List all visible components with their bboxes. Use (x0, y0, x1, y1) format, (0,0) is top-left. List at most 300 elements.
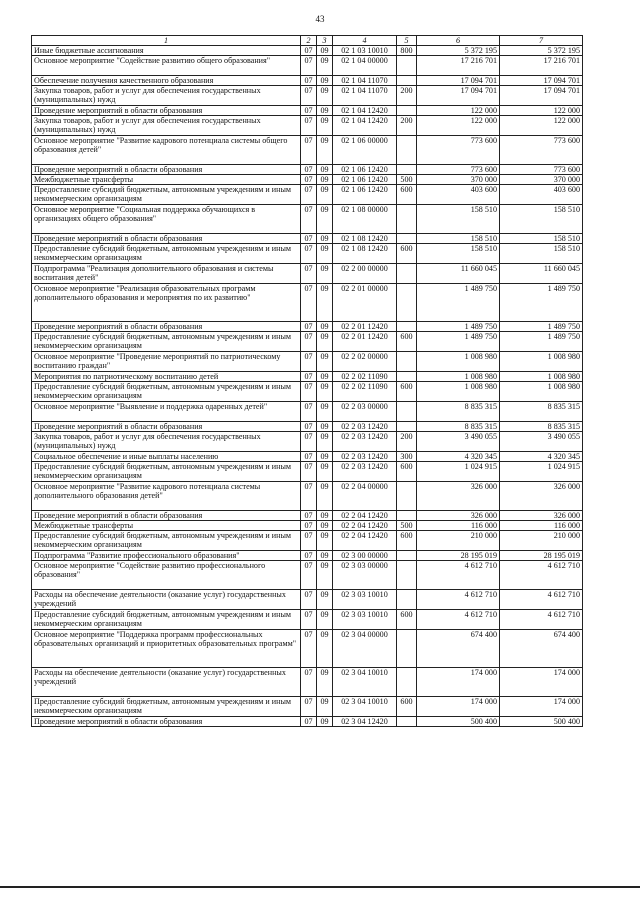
subsection-code: 09 (317, 610, 333, 630)
amount-year-2: 1 024 915 (500, 462, 583, 482)
target-article-code: 02 3 03 10010 (333, 590, 397, 610)
target-article-code: 02 3 04 12420 (333, 717, 397, 727)
amount-year-1: 17 216 701 (417, 56, 500, 76)
target-article-code: 02 2 03 12420 (333, 452, 397, 462)
target-article-code: 02 2 02 11090 (333, 382, 397, 402)
table-row (32, 382, 583, 402)
table-row (32, 630, 583, 668)
expense-type-code: 600 (397, 697, 417, 717)
amount-year-1: 1 024 915 (417, 462, 500, 482)
expense-type-code: 600 (397, 244, 417, 264)
section-code: 07 (301, 284, 317, 322)
subsection-code: 09 (317, 352, 333, 372)
row-name: Социальное обеспечение и иные выплаты населению (32, 452, 301, 462)
amount-year-1: 122 000 (417, 106, 500, 116)
amount-year-2: 122 000 (500, 106, 583, 116)
expense-type-code: 500 (397, 521, 417, 531)
table-row (32, 462, 583, 482)
expense-type-code: 600 (397, 185, 417, 205)
table-row (32, 521, 583, 531)
section-code: 07 (301, 717, 317, 727)
row-name: Обеспечение получения качественного образования (32, 76, 301, 86)
amount-year-2: 17 094 701 (500, 86, 583, 106)
section-code: 07 (301, 332, 317, 352)
row-name: Закупка товаров, работ и услуг для обеспечения государственных (муниципальных) нужд (32, 432, 301, 452)
target-article-code: 02 1 04 12420 (333, 106, 397, 116)
target-article-code: 02 2 04 00000 (333, 482, 397, 511)
section-code: 07 (301, 482, 317, 511)
table-row (32, 165, 583, 175)
amount-year-2: 210 000 (500, 531, 583, 551)
amount-year-2: 773 600 (500, 136, 583, 165)
row-name: Предоставление субсидий бюджетным, автономным учреждениям и иным некоммерческим организациям (32, 697, 301, 717)
column-number: 4 (333, 36, 397, 46)
section-code: 07 (301, 205, 317, 234)
subsection-code: 09 (317, 234, 333, 244)
amount-year-2: 1 008 980 (500, 372, 583, 382)
target-article-code: 02 2 01 12420 (333, 332, 397, 352)
amount-year-2: 326 000 (500, 511, 583, 521)
table-row (32, 322, 583, 332)
target-article-code: 02 3 03 10010 (333, 610, 397, 630)
subsection-code: 09 (317, 561, 333, 590)
amount-year-1: 4 320 345 (417, 452, 500, 462)
target-article-code: 02 1 08 00000 (333, 205, 397, 234)
target-article-code: 02 3 03 00000 (333, 561, 397, 590)
subsection-code: 09 (317, 136, 333, 165)
expense-type-code (397, 106, 417, 116)
section-code: 07 (301, 531, 317, 551)
row-name: Основное мероприятие "Реализация образовательных программ дополнительного образования и мероприятия по их развитию" (32, 284, 301, 322)
amount-year-2: 674 400 (500, 630, 583, 668)
row-name: Предоставление субсидий бюджетным, автономным учреждениям и иным некоммерческим организациям (32, 462, 301, 482)
subsection-code: 09 (317, 382, 333, 402)
amount-year-1: 17 094 701 (417, 76, 500, 86)
section-code: 07 (301, 116, 317, 136)
amount-year-2: 403 600 (500, 185, 583, 205)
subsection-code: 09 (317, 452, 333, 462)
row-name: Межбюджетные трансферты (32, 521, 301, 531)
expense-type-code (397, 264, 417, 284)
amount-year-2: 116 000 (500, 521, 583, 531)
subsection-code: 09 (317, 521, 333, 531)
amount-year-2: 158 510 (500, 234, 583, 244)
expense-type-code: 600 (397, 332, 417, 352)
table-row (32, 116, 583, 136)
amount-year-1: 28 195 019 (417, 551, 500, 561)
table-row (32, 551, 583, 561)
section-code: 07 (301, 175, 317, 185)
section-code: 07 (301, 521, 317, 531)
subsection-code: 09 (317, 462, 333, 482)
amount-year-1: 773 600 (417, 165, 500, 175)
subsection-code: 09 (317, 630, 333, 668)
target-article-code: 02 2 03 12420 (333, 462, 397, 482)
target-article-code: 02 1 04 11070 (333, 76, 397, 86)
column-number: 3 (317, 36, 333, 46)
target-article-code: 02 3 04 00000 (333, 630, 397, 668)
amount-year-1: 403 600 (417, 185, 500, 205)
amount-year-2: 326 000 (500, 482, 583, 511)
column-number: 6 (417, 36, 500, 46)
subsection-code: 09 (317, 76, 333, 86)
expense-type-code: 600 (397, 531, 417, 551)
table-row (32, 352, 583, 372)
section-code: 07 (301, 382, 317, 402)
subsection-code: 09 (317, 531, 333, 551)
table-row (32, 452, 583, 462)
row-name: Проведение мероприятий в области образования (32, 165, 301, 175)
column-number: 7 (500, 36, 583, 46)
amount-year-2: 4 612 710 (500, 610, 583, 630)
subsection-code: 09 (317, 372, 333, 382)
row-name: Иные бюджетные ассигнования (32, 46, 301, 56)
target-article-code: 02 1 06 12420 (333, 185, 397, 205)
expense-type-code (397, 511, 417, 521)
target-article-code: 02 2 03 12420 (333, 432, 397, 452)
amount-year-1: 210 000 (417, 531, 500, 551)
subsection-code: 09 (317, 697, 333, 717)
row-name: Закупка товаров, работ и услуг для обеспечения государственных (муниципальных) нужд (32, 116, 301, 136)
row-name: Основное мероприятие "Содействие развитию профессионального образования" (32, 561, 301, 590)
expense-type-code (397, 482, 417, 511)
subsection-code: 09 (317, 322, 333, 332)
amount-year-2: 4 612 710 (500, 561, 583, 590)
table-row (32, 590, 583, 610)
target-article-code: 02 2 04 12420 (333, 521, 397, 531)
expense-type-code (397, 352, 417, 372)
amount-year-1: 174 000 (417, 697, 500, 717)
subsection-code: 09 (317, 244, 333, 264)
amount-year-2: 1 489 750 (500, 284, 583, 322)
amount-year-2: 8 835 315 (500, 402, 583, 422)
target-article-code: 02 1 06 00000 (333, 136, 397, 165)
target-article-code: 02 2 03 00000 (333, 402, 397, 422)
row-name: Мероприятия по патриотическому воспитанию детей (32, 372, 301, 382)
target-article-code: 02 1 04 00000 (333, 56, 397, 76)
subsection-code: 09 (317, 402, 333, 422)
expense-type-code (397, 422, 417, 432)
amount-year-1: 8 835 315 (417, 402, 500, 422)
table-row (32, 531, 583, 551)
amount-year-1: 11 660 045 (417, 264, 500, 284)
table-row (32, 136, 583, 165)
amount-year-2: 11 660 045 (500, 264, 583, 284)
target-article-code: 02 2 01 12420 (333, 322, 397, 332)
amount-year-1: 158 510 (417, 244, 500, 264)
amount-year-1: 158 510 (417, 234, 500, 244)
subsection-code: 09 (317, 56, 333, 76)
table-row (32, 482, 583, 511)
section-code: 07 (301, 422, 317, 432)
table-row (32, 56, 583, 76)
target-article-code: 02 3 00 00000 (333, 551, 397, 561)
amount-year-2: 17 216 701 (500, 56, 583, 76)
amount-year-1: 1 008 980 (417, 382, 500, 402)
amount-year-2: 174 000 (500, 697, 583, 717)
table-row (32, 561, 583, 590)
amount-year-1: 4 612 710 (417, 561, 500, 590)
table-row (32, 422, 583, 432)
expense-type-code: 200 (397, 432, 417, 452)
expense-type-code: 600 (397, 610, 417, 630)
section-code: 07 (301, 668, 317, 697)
amount-year-1: 3 490 055 (417, 432, 500, 452)
section-code: 07 (301, 561, 317, 590)
table-row (32, 511, 583, 521)
expense-type-code (397, 590, 417, 610)
target-article-code: 02 2 04 12420 (333, 511, 397, 521)
subsection-code: 09 (317, 175, 333, 185)
column-number: 1 (32, 36, 301, 46)
amount-year-1: 174 000 (417, 668, 500, 697)
amount-year-1: 773 600 (417, 136, 500, 165)
amount-year-2: 4 320 345 (500, 452, 583, 462)
section-code: 07 (301, 46, 317, 56)
row-name: Основное мероприятие "Развитие кадрового потенциала системы дополнительного образования детей" (32, 482, 301, 511)
expense-type-code: 800 (397, 46, 417, 56)
table-row (32, 432, 583, 452)
bottom-border-line (0, 886, 640, 888)
amount-year-2: 370 000 (500, 175, 583, 185)
row-name: Закупка товаров, работ и услуг для обеспечения государственных (муниципальных) нужд (32, 86, 301, 106)
expense-type-code: 500 (397, 175, 417, 185)
row-name: Подпрограмма "Реализация дополнительного образования и системы воспитания детей" (32, 264, 301, 284)
section-code: 07 (301, 76, 317, 86)
row-name: Проведение мероприятий в области образования (32, 511, 301, 521)
expense-type-code: 200 (397, 86, 417, 106)
section-code: 07 (301, 234, 317, 244)
amount-year-1: 674 400 (417, 630, 500, 668)
subsection-code: 09 (317, 482, 333, 511)
section-code: 07 (301, 264, 317, 284)
table-row (32, 717, 583, 727)
amount-year-1: 500 400 (417, 717, 500, 727)
column-number: 2 (301, 36, 317, 46)
row-name: Предоставление субсидий бюджетным, автономным учреждениям и иным некоммерческим организациям (32, 332, 301, 352)
expense-type-code (397, 136, 417, 165)
subsection-code: 09 (317, 165, 333, 175)
table-row (32, 86, 583, 106)
expense-type-code (397, 561, 417, 590)
row-name: Предоставление субсидий бюджетным, автономным учреждениям и иным некоммерческим организациям (32, 185, 301, 205)
amount-year-2: 1 489 750 (500, 322, 583, 332)
target-article-code: 02 2 02 00000 (333, 352, 397, 372)
amount-year-1: 4 612 710 (417, 610, 500, 630)
row-name: Основное мероприятие "Социальная поддержка обучающихся в организациях общего образования" (32, 205, 301, 234)
table-row (32, 284, 583, 322)
expense-type-code (397, 234, 417, 244)
expense-type-code (397, 205, 417, 234)
table-row (32, 372, 583, 382)
amount-year-1: 326 000 (417, 511, 500, 521)
expense-type-code (397, 76, 417, 86)
subsection-code: 09 (317, 185, 333, 205)
target-article-code: 02 2 01 00000 (333, 284, 397, 322)
target-article-code: 02 2 03 12420 (333, 422, 397, 432)
subsection-code: 09 (317, 432, 333, 452)
amount-year-2: 17 094 701 (500, 76, 583, 86)
amount-year-1: 122 000 (417, 116, 500, 136)
subsection-code: 09 (317, 668, 333, 697)
target-article-code: 02 3 04 10010 (333, 697, 397, 717)
subsection-code: 09 (317, 106, 333, 116)
row-name: Проведение мероприятий в области образования (32, 234, 301, 244)
target-article-code: 02 1 08 12420 (333, 244, 397, 264)
subsection-code: 09 (317, 264, 333, 284)
amount-year-2: 158 510 (500, 205, 583, 234)
amount-year-1: 370 000 (417, 175, 500, 185)
table-row (32, 697, 583, 717)
amount-year-2: 3 490 055 (500, 432, 583, 452)
target-article-code: 02 2 04 12420 (333, 531, 397, 551)
section-code: 07 (301, 590, 317, 610)
table-row (32, 244, 583, 264)
expense-type-code: 600 (397, 382, 417, 402)
expense-type-code (397, 372, 417, 382)
subsection-code: 09 (317, 86, 333, 106)
row-name: Проведение мероприятий в области образования (32, 422, 301, 432)
expense-type-code (397, 551, 417, 561)
section-code: 07 (301, 610, 317, 630)
expense-type-code (397, 284, 417, 322)
target-article-code: 02 2 00 00000 (333, 264, 397, 284)
table-row (32, 234, 583, 244)
amount-year-2: 5 372 195 (500, 46, 583, 56)
row-name: Расходы на обеспечение деятельности (оказание услуг) государственных учреждений (32, 668, 301, 697)
amount-year-2: 500 400 (500, 717, 583, 727)
amount-year-2: 8 835 315 (500, 422, 583, 432)
target-article-code: 02 1 06 12420 (333, 175, 397, 185)
row-name: Подпрограмма "Развитие профессионального образования" (32, 551, 301, 561)
section-code: 07 (301, 322, 317, 332)
section-code: 07 (301, 452, 317, 462)
expense-type-code (397, 402, 417, 422)
table-row (32, 668, 583, 697)
table-row (32, 46, 583, 56)
section-code: 07 (301, 56, 317, 76)
subsection-code: 09 (317, 422, 333, 432)
amount-year-2: 28 195 019 (500, 551, 583, 561)
table-row (32, 76, 583, 86)
amount-year-2: 122 000 (500, 116, 583, 136)
target-article-code: 02 1 04 11070 (333, 86, 397, 106)
target-article-code: 02 1 04 12420 (333, 116, 397, 136)
row-name: Основное мероприятие "Проведение мероприятий по патриотическому воспитанию граждан" (32, 352, 301, 372)
table-row (32, 175, 583, 185)
column-number: 5 (397, 36, 417, 46)
expense-type-code: 200 (397, 116, 417, 136)
row-name: Предоставление субсидий бюджетным, автономным учреждениям и иным некоммерческим организациям (32, 531, 301, 551)
budget-table (31, 35, 583, 727)
amount-year-1: 17 094 701 (417, 86, 500, 106)
target-article-code: 02 1 03 10010 (333, 46, 397, 56)
section-code: 07 (301, 136, 317, 165)
amount-year-2: 773 600 (500, 165, 583, 175)
row-name: Основное мероприятие "Выявление и поддержка одаренных детей" (32, 402, 301, 422)
amount-year-1: 5 372 195 (417, 46, 500, 56)
amount-year-1: 1 489 750 (417, 332, 500, 352)
amount-year-2: 4 612 710 (500, 590, 583, 610)
subsection-code: 09 (317, 205, 333, 234)
table-row (32, 610, 583, 630)
row-name: Межбюджетные трансферты (32, 175, 301, 185)
target-article-code: 02 2 02 11090 (333, 372, 397, 382)
section-code: 07 (301, 165, 317, 175)
section-code: 07 (301, 462, 317, 482)
amount-year-2: 1 008 980 (500, 382, 583, 402)
section-code: 07 (301, 185, 317, 205)
table-row (32, 332, 583, 352)
subsection-code: 09 (317, 46, 333, 56)
amount-year-1: 8 835 315 (417, 422, 500, 432)
amount-year-2: 158 510 (500, 244, 583, 264)
amount-year-1: 1 489 750 (417, 284, 500, 322)
amount-year-1: 326 000 (417, 482, 500, 511)
amount-year-2: 1 489 750 (500, 332, 583, 352)
amount-year-2: 1 008 980 (500, 352, 583, 372)
section-code: 07 (301, 432, 317, 452)
row-name: Основное мероприятие "Содействие развитию общего образования" (32, 56, 301, 76)
row-name: Проведение мероприятий в области образования (32, 106, 301, 116)
section-code: 07 (301, 630, 317, 668)
expense-type-code: 300 (397, 452, 417, 462)
column-number-row (32, 36, 583, 46)
section-code: 07 (301, 106, 317, 116)
expense-type-code: 600 (397, 462, 417, 482)
section-code: 07 (301, 551, 317, 561)
subsection-code: 09 (317, 284, 333, 322)
section-code: 07 (301, 86, 317, 106)
amount-year-1: 158 510 (417, 205, 500, 234)
amount-year-1: 116 000 (417, 521, 500, 531)
table-row (32, 205, 583, 234)
table-row (32, 402, 583, 422)
section-code: 07 (301, 511, 317, 521)
page-number: 43 (315, 14, 325, 24)
row-name: Основное мероприятие "Развитие кадрового потенциала системы общего образования детей" (32, 136, 301, 165)
expense-type-code (397, 630, 417, 668)
subsection-code: 09 (317, 590, 333, 610)
target-article-code: 02 3 04 10010 (333, 668, 397, 697)
row-name: Расходы на обеспечение деятельности (оказание услуг) государственных учреждений (32, 590, 301, 610)
subsection-code: 09 (317, 551, 333, 561)
section-code: 07 (301, 372, 317, 382)
subsection-code: 09 (317, 717, 333, 727)
amount-year-1: 1 489 750 (417, 322, 500, 332)
subsection-code: 09 (317, 511, 333, 521)
row-name: Предоставление субсидий бюджетным, автономным учреждениям и иным некоммерческим организациям (32, 244, 301, 264)
table-row (32, 106, 583, 116)
table-row (32, 264, 583, 284)
table-row (32, 185, 583, 205)
amount-year-1: 4 612 710 (417, 590, 500, 610)
row-name: Основное мероприятие "Поддержка программ профессиональных образовательных организаций и приоритетных образовательных программ" (32, 630, 301, 668)
expense-type-code (397, 717, 417, 727)
amount-year-2: 174 000 (500, 668, 583, 697)
expense-type-code (397, 322, 417, 332)
target-article-code: 02 1 08 12420 (333, 234, 397, 244)
expense-type-code (397, 165, 417, 175)
expense-type-code (397, 56, 417, 76)
section-code: 07 (301, 697, 317, 717)
row-name: Проведение мероприятий в области образования (32, 322, 301, 332)
subsection-code: 09 (317, 116, 333, 136)
section-code: 07 (301, 402, 317, 422)
amount-year-1: 1 008 980 (417, 372, 500, 382)
expense-type-code (397, 668, 417, 697)
row-name: Проведение мероприятий в области образования (32, 717, 301, 727)
